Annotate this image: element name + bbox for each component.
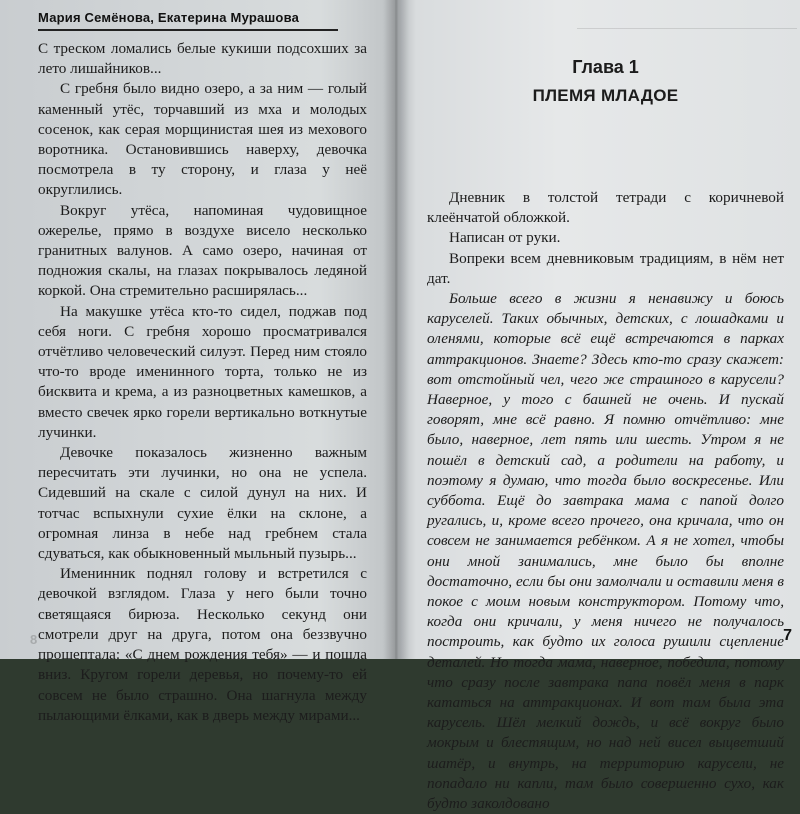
right-page	[395, 0, 800, 813]
left-page-text	[38, 39, 367, 726]
paragraph: На макушке утёса кто-то сидел, поджав под себя ноги. С гребня хорошо просматривался отчётливо человеческий силуэт. Перед ним стояло что-то вроде именинного торта, только не из бисквита и крема, а из разноцветных камешков, а вместо свечек ярко горели вертикально воткнутые лучинки.	[38, 302, 367, 441]
chapter-heading	[427, 57, 784, 106]
page-number-left: 8	[30, 632, 38, 647]
paragraph: Написан от руки.	[449, 229, 561, 247]
paragraph: Дневник в толстой тетради с коричневой клеёнчатой обложкой.	[427, 189, 784, 227]
chapter-number: Глава 1	[572, 57, 639, 77]
paragraph: С треском ломались белые кукиши подсохших за лето лишайников...	[38, 40, 367, 78]
paragraph: С гребня было видно озеро, а за ним — голый каменный утёс, торчавший из мха и молодых сосенок, как серая морщинистая шея из мехового воротника. Остановившись наверху, девочка посмотрела в ту сторону, и глаза у неё округлились.	[38, 80, 367, 199]
right-page-text	[427, 188, 784, 814]
running-head-authors: Мария Семёнова, Екатерина Мурашова	[38, 10, 338, 31]
faded-running-head	[577, 14, 797, 29]
page-number-right: 7	[783, 627, 792, 644]
chapter-title: ПЛЕМЯ МЛАДОЕ	[532, 86, 679, 105]
paragraph: Именинник поднял голову и встретился с девочкой взглядом. Глаза у него были точно светящаяся бирюза. Несколько секунд они смотрели друг на друга, потом она беззвучно прошептала: «С днем рождения тебя» — и пошла вниз. Кругом горели деревья, но почему-то ей совсем не было страшно. Она шагнула между пылающими ёлками, как в дверь между мирами...	[38, 565, 367, 724]
paragraph: Вокруг утёса, напоминая чудовищное ожерелье, прямо в воздухе висело несколько гранитных валунов. А само озеро, начиная от подножия скалы, на глазах покрывалось ледяной коркой. Она стремительно расширялась...	[38, 201, 367, 300]
paragraph: Вопреки всем дневниковым традициям, в нём нет дат.	[427, 249, 784, 287]
diary-paragraph: Больше всего в жизни я ненавижу и боюсь каруселей. Таких обычных, детских, с лошадками и оленями, которые всё ещё встречаются в парках аттракционов. Знаете? Здесь кто-то сразу скажет: вот отстойный чел, чего же страшного в карусели? Наверное, у того с башней не очень. И пускай говорят, мне всё равно. Я помню отчётливо: мне было, наверное, лет пять или шесть. Утром я не пошёл в детский сад, а родители на работу, и поэтому я думаю, что тогда было воскресенье. Или суббота. Ещё до завтрака мама с папой долго ругались, и, кроме всего прочего, она кричала, что он совсем не занимается ребёнком. А я не хотел, чтобы они мной занимались, мне было бы вполне достаточно, если бы они замолчали и оставили меня в покое с моим новым конструктором. Потому что, когда они кричали, у меня ничего не получалось построить, как будто их голоса рушили сцепление деталей. Но тогда мама, наверное, победила, потому что сразу после завтрака папа повёл меня в парк кататься на аттракционах. И вот там была эта карусель. Шёл мелкий дождь, и всё вокруг было мокрым и блестящим, но над ней висел выцветший шатёр, и внутрь, на территорию карусели, не попадало ни капли, там было совершенно сухо, как будто заколдовано	[427, 290, 784, 813]
left-page	[0, 0, 395, 724]
paragraph: Девочке показалось жизненно важным пересчитать эти лучинки, но она не успела. Сидевший на скале с силой дунул на них. И тотчас вспыхнули сухие ёлки на склоне, а огромная линза в небе над гребнем стала сдуваться, как обыкновенный мыльный пузырь...	[38, 444, 367, 563]
